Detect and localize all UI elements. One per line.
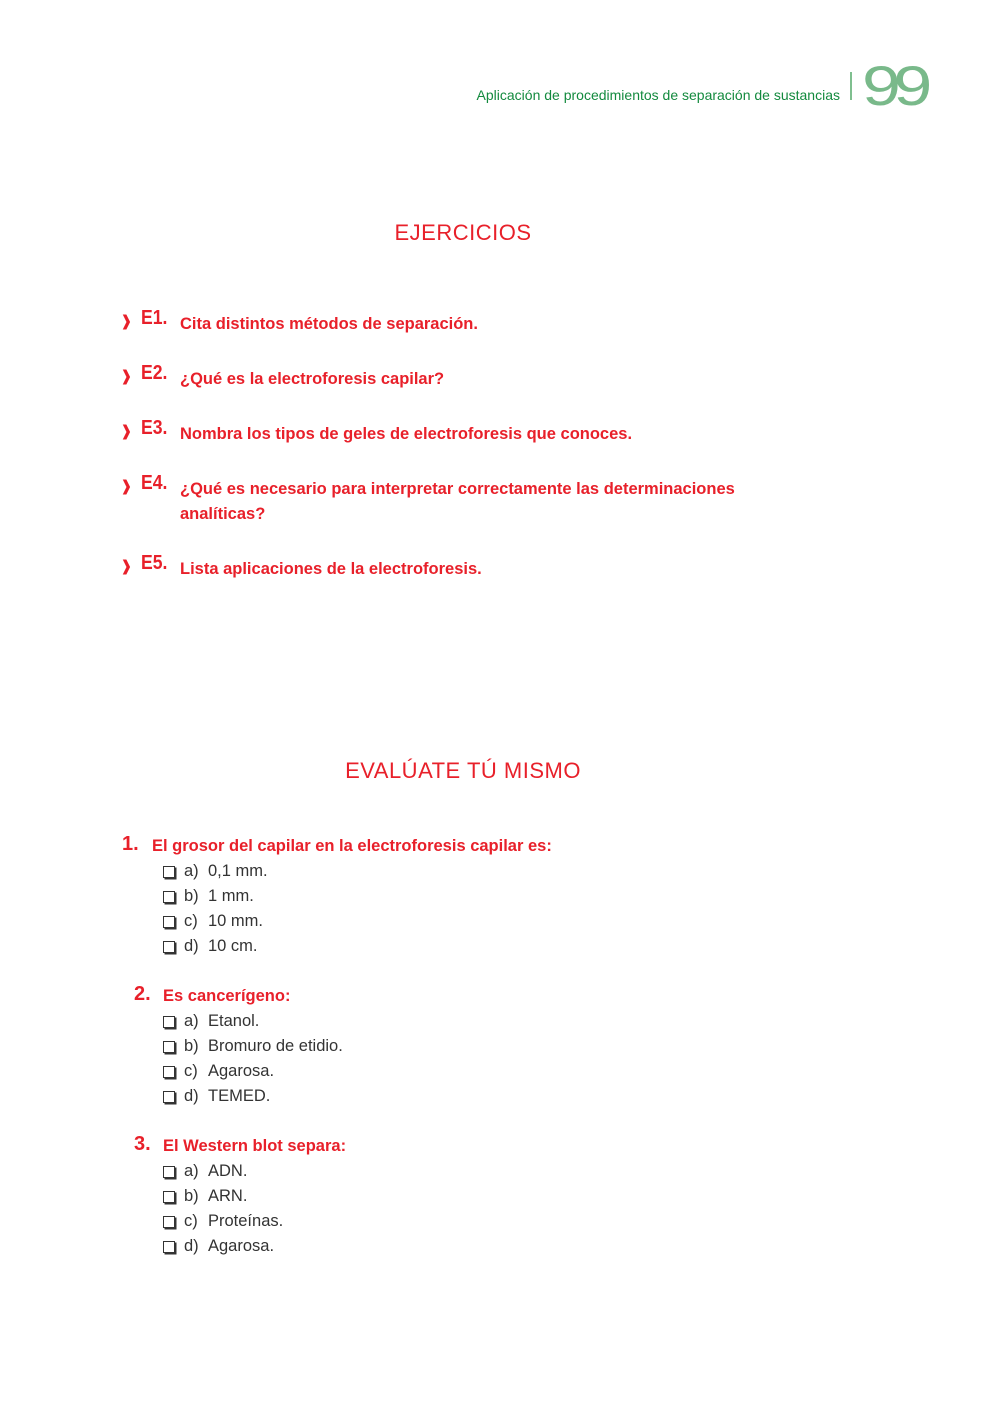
option-text: ARN. — [208, 1186, 248, 1205]
chevron-icon: ❱ — [120, 368, 133, 385]
exercise-number: E5. — [141, 552, 168, 574]
header-divider — [850, 72, 852, 100]
checkbox-icon[interactable] — [163, 1166, 175, 1178]
answer-option[interactable] — [163, 1061, 274, 1081]
answer-option[interactable] — [163, 1186, 247, 1206]
question-number: 1. — [122, 833, 139, 855]
checkbox-icon[interactable] — [163, 1216, 175, 1228]
option-letter: b) — [184, 1036, 199, 1055]
answer-option[interactable] — [163, 1161, 247, 1181]
question-number: 2. — [134, 983, 151, 1005]
option-letter: d) — [184, 1086, 199, 1105]
checkbox-icon[interactable] — [163, 1191, 175, 1203]
option-text: 1 mm. — [208, 886, 254, 905]
option-letter: b) — [184, 1186, 199, 1205]
exercise-text: ¿Qué es necesario para interpretar correctamente las determinaciones analíticas? — [180, 480, 735, 523]
answer-option[interactable] — [163, 886, 254, 906]
option-text: 10 mm. — [208, 911, 264, 930]
option-letter: c) — [184, 1211, 198, 1230]
option-letter: a) — [184, 1161, 199, 1180]
option-text: Agarosa. — [208, 1061, 275, 1080]
option-text: Proteínas. — [208, 1211, 284, 1230]
chevron-icon: ❱ — [120, 423, 133, 440]
checkbox-icon[interactable] — [163, 1091, 175, 1103]
exercise-text: Lista aplicaciones de la electroforesis. — [180, 560, 482, 578]
exercise-number: E1. — [141, 307, 168, 329]
option-letter: c) — [184, 911, 198, 930]
option-text: TEMED. — [208, 1086, 271, 1105]
answer-option[interactable] — [163, 1011, 259, 1031]
exercise-number: E3. — [141, 417, 168, 439]
question-text: Es cancerígeno: — [163, 987, 291, 1005]
option-letter: c) — [184, 1061, 198, 1080]
question-text: El Western blot separa: — [163, 1137, 347, 1155]
exercise-text: ¿Qué es la electroforesis capilar? — [180, 370, 445, 388]
option-letter: b) — [184, 886, 199, 905]
answer-option[interactable] — [163, 1036, 343, 1056]
ejercicios-title: EJERCICIOS — [394, 220, 532, 245]
checkbox-icon[interactable] — [163, 1241, 175, 1253]
answer-option[interactable] — [163, 936, 258, 956]
page-number: 99 — [862, 54, 925, 117]
chevron-icon: ❱ — [120, 313, 133, 330]
exercise-text: Nombra los tipos de geles de electroforesis que conoces. — [180, 425, 633, 443]
option-text: Etanol. — [208, 1011, 260, 1030]
answer-option[interactable] — [163, 1211, 283, 1231]
answer-option[interactable] — [163, 1086, 270, 1106]
checkbox-icon[interactable] — [163, 1066, 175, 1078]
option-text: 10 cm. — [208, 936, 258, 955]
option-text: Agarosa. — [208, 1236, 275, 1255]
option-text: 0,1 mm. — [208, 861, 268, 880]
exercise-number: E2. — [141, 362, 168, 384]
exercise-text: Cita distintos métodos de separación. — [180, 315, 478, 333]
chevron-icon: ❱ — [120, 478, 133, 495]
answer-option[interactable] — [163, 861, 268, 881]
checkbox-icon[interactable] — [163, 1041, 175, 1053]
answer-option[interactable] — [163, 911, 263, 931]
running-title: Aplicación de procedimientos de separación de sustancias — [476, 87, 840, 103]
checkbox-icon[interactable] — [163, 891, 175, 903]
option-letter: a) — [184, 1011, 199, 1030]
option-text: ADN. — [208, 1161, 248, 1180]
option-letter: d) — [184, 1236, 199, 1255]
option-letter: a) — [184, 861, 199, 880]
evaluate-title: EVALÚATE TÚ MISMO — [345, 758, 581, 783]
answer-option[interactable] — [163, 1236, 274, 1256]
checkbox-icon[interactable] — [163, 1016, 175, 1028]
question-text: El grosor del capilar en la electroforesis capilar es: — [152, 837, 552, 855]
option-text: Bromuro de etidio. — [208, 1036, 343, 1055]
checkbox-icon[interactable] — [163, 941, 175, 953]
exercise-number: E4. — [141, 472, 168, 494]
checkbox-icon[interactable] — [163, 866, 175, 878]
option-letter: d) — [184, 936, 199, 955]
question-number: 3. — [134, 1133, 151, 1155]
checkbox-icon[interactable] — [163, 916, 175, 928]
chevron-icon: ❱ — [120, 558, 133, 575]
